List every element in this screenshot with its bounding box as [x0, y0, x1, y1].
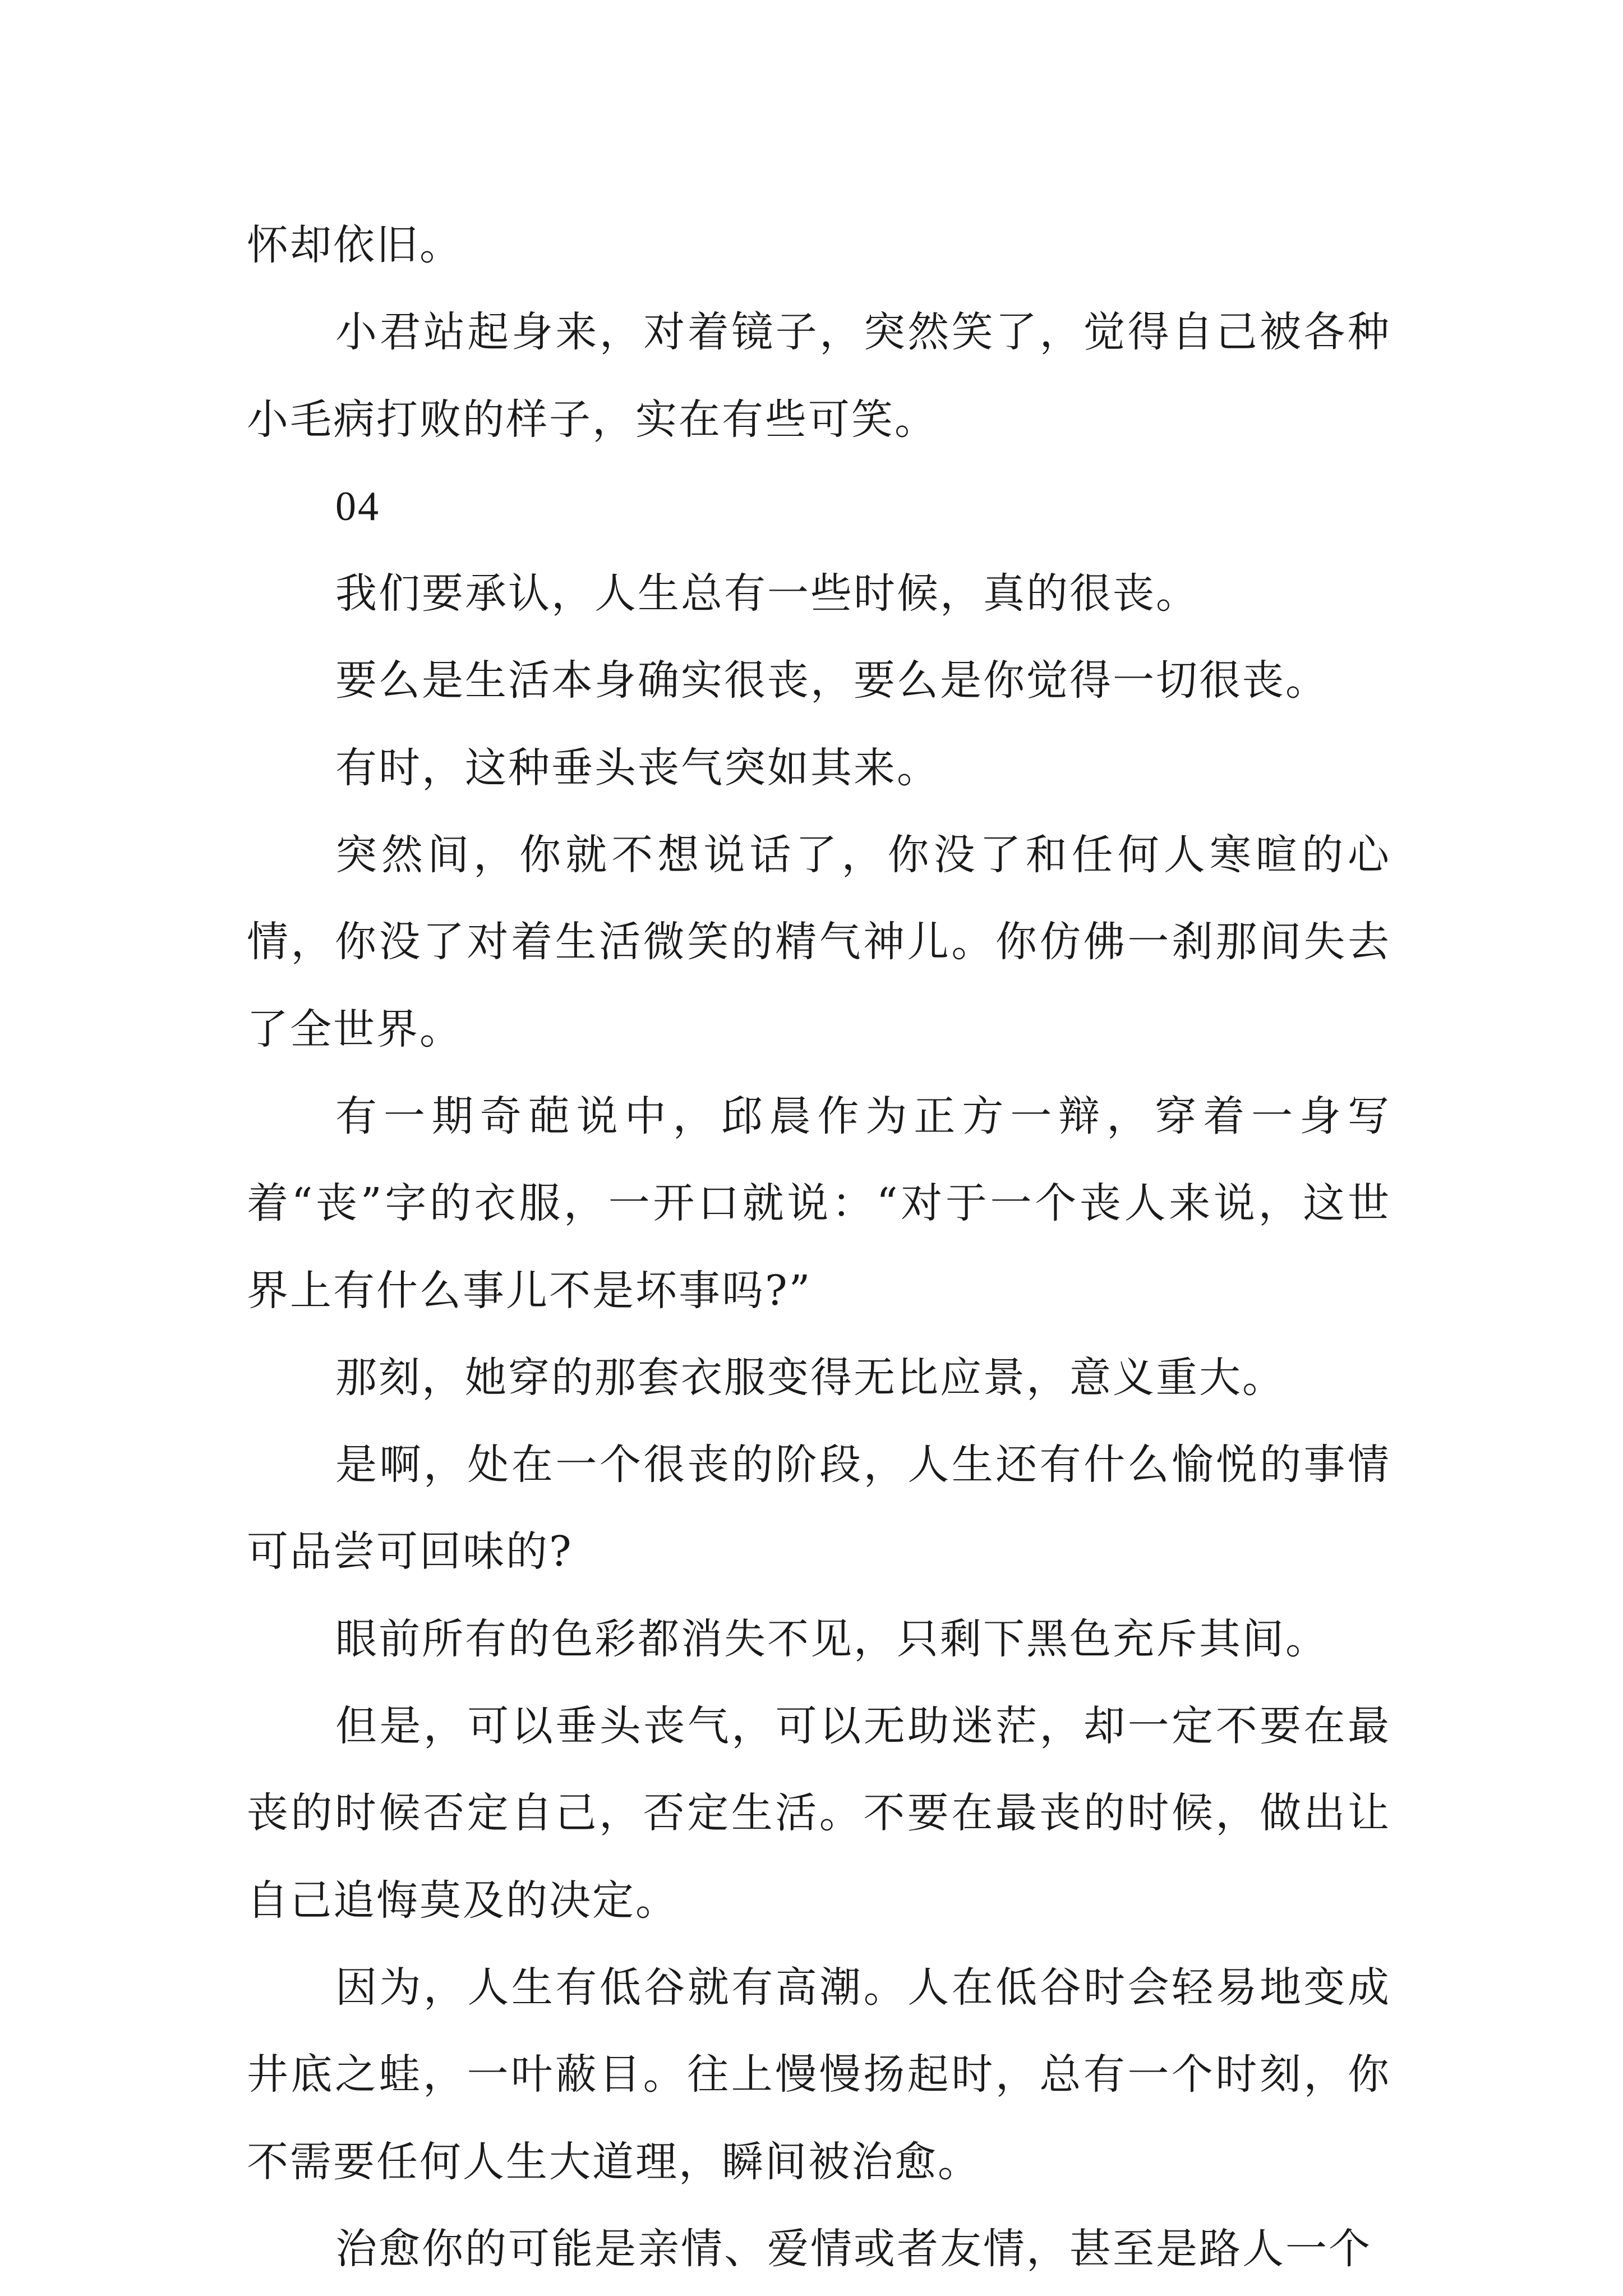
paragraph: 因为，人生有低谷就有高潮。人在低谷时会轻易地变成井底之蛙，一叶蔽目。往上慢慢扬起时，总有一个时刻，你不需要任何人生大道理，瞬间被治愈。 [247, 1963, 1391, 2186]
paragraph-continuation: 怀却依旧。 [247, 221, 463, 269]
paragraph: 小君站起身来，对着镜子，突然笑了，觉得自己被各种小毛病打败的样子，实在有些可笑。 [247, 308, 1391, 444]
paragraph: 有一期奇葩说中，邱晨作为正方一辩，穿着一身写着“丧”字的衣服，一开口就说：“对于一个丧人来说，这世界上有什么事儿不是坏事吗?” [247, 1092, 1391, 1315]
paragraph: 要么是生活本身确实很丧，要么是你觉得一切很丧。 [335, 656, 1329, 705]
paragraph: 是啊，处在一个很丧的阶段，人生还有什么愉悦的事情可品尝可回味的? [247, 1441, 1391, 1576]
paragraph-truncated: 治愈你的可能是亲情、爱情或者友情，甚至是路人一个 [335, 2224, 1372, 2273]
paragraph: 眼前所有的色彩都消失不见，只剩下黑色充斥其间。 [335, 1614, 1329, 1663]
paragraph: 那刻，她穿的那套衣服变得无比应景，意义重大。 [335, 1353, 1285, 1402]
paragraph: 突然间，你就不想说话了，你没了和任何人寒暄的心情，你没了对着生活微笑的精气神儿。你仿佛一刹那间失去了全世界。 [247, 831, 1391, 1053]
paragraph: 我们要承认，人生总有一些时候，真的很丧。 [335, 569, 1199, 618]
paragraph: 有时，这种垂头丧气突如其来。 [335, 743, 940, 792]
section-number: 04 [335, 483, 380, 530]
document-body [247, 202, 1391, 2293]
paragraph: 但是，可以垂头丧气，可以无助迷茫，却一定不要在最丧的时候否定自己，否定生活。不要在最丧的时候，做出让自己追悔莫及的决定。 [247, 1702, 1391, 1925]
